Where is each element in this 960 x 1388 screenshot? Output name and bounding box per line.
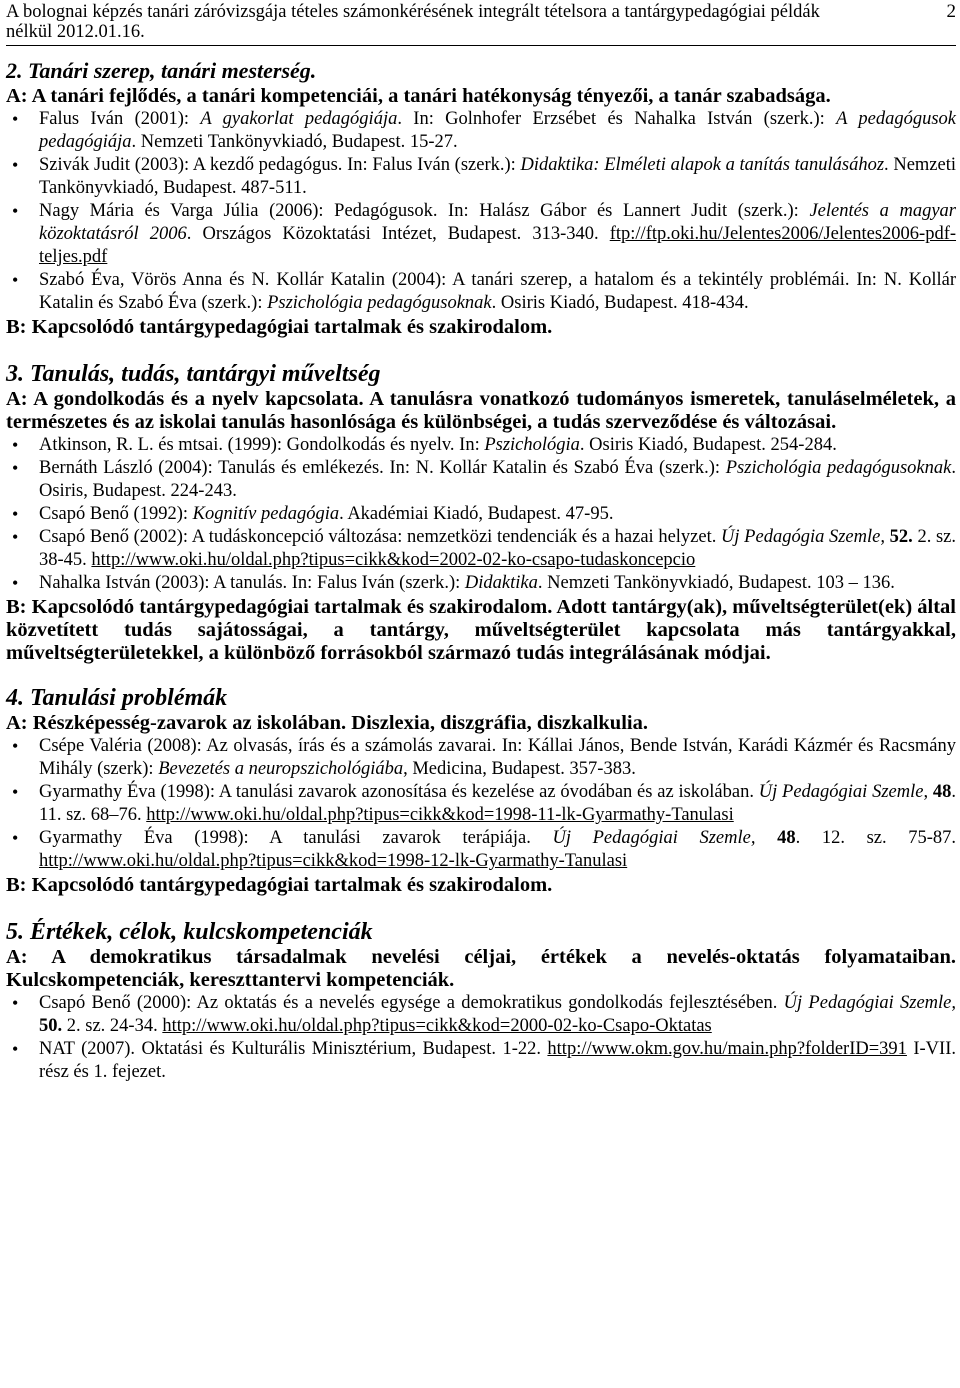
reference-item: • Gyarmathy Éva (1998): A tanulási zavarok azonosítása és kezelése az óvodában és az iskolában. Új Pedagógiai Szemle, 48. 11. sz. 68–76. http://www.oki.hu/oldal.php?tipus=cikk&kod=1998-11-lk-Gyarmathy-Tanulasi: [6, 781, 956, 827]
section-2-topic-b: B: Kapcsolódó tantárgypedagógiai tartalmak és szakirodalom.: [6, 316, 553, 338]
running-header: [6, 0, 956, 42]
section-3-title: 3. Tanulás, tudás, tantárgyi műveltség: [6, 361, 381, 387]
reference-item: • Csépe Valéria (2008): Az olvasás, írás és a számolás zavarai. In: Kállai János, Bende István, Karádi Kázmér és Racsmány Mihály (szerk): Bevezetés a neuropszichológiába, Medicina, Budapest. 357-383.: [6, 735, 956, 781]
section-3-references: [6, 434, 956, 595]
reference-item: • Atkinson, R. L. és mtsai. (1999): Gondolkodás és nyelv. In: Pszichológia. Osiris Kiadó, Budapest. 254-284.: [6, 434, 956, 457]
reference-link[interactable]: http://www.okm.gov.hu/main.php?folderID=391: [547, 1039, 907, 1059]
section-2-title: 2. Tanári szerep, tanári mesterség.: [6, 58, 317, 83]
reference-link[interactable]: ftp://ftp.oki.hu/Jelentes2006/Jelentes2006-pdf-teljes.pdf: [39, 224, 957, 267]
reference-item: • Gyarmathy Éva (1998): A tanulási zavarok terápiája. Új Pedagógiai Szemle, 48. 12. sz. 75-87. http://www.oki.hu/oldal.php?tipus=cikk&kod=1998-12-lk-Gyarmathy-Tanulasi: [6, 827, 956, 873]
section-5-topic-a: A: A demokratikus társadalmak nevelési céljai, értékek a nevelés-oktatás folyamataiban. Kulcskompetenciák, kereszttantervi kompetenciák.: [6, 946, 956, 991]
reference-item: • Falus Iván (2001): A gyakorlat pedagógiája. In: Golnhofer Erzsébet és Nahalka István (szerk.): A pedagógusok pedagógiája. Nemzeti Tankönyvkiadó, Budapest. 15-27.: [6, 108, 956, 154]
section-4-title: 4. Tanulási problémák: [6, 685, 228, 711]
section-2-topic-a: A: A tanári fejlődés, a tanári kompetenciái, a tanári hatékonyság tényezői, a tanár szabadsága.: [6, 85, 831, 107]
section-5-title: 5. Értékek, célok, kulcskompetenciák: [6, 919, 373, 945]
section-4-topic-a: A: Részképesség-zavarok az iskolában. Diszlexia, diszgráfia, diszkalkulia.: [6, 712, 648, 734]
reference-item: • Nagy Mária és Varga Júlia (2006): Pedagógusok. In: Halász Gábor és Lannert Judit (szerk.): Jelentés a magyar közoktatásról 2006. Országos Közoktatási Intézet, Budapest. 313-340. ftp://ftp.oki.hu/Jelentes2006/Jelentes2006-pdf-teljes.pdf: [6, 200, 956, 269]
reference-link[interactable]: http://www.oki.hu/oldal.php?tipus=cikk&kod=2000-02-ko-Csapo-Oktatas: [162, 1016, 712, 1036]
reference-item: • Szabó Éva, Vörös Anna és N. Kollár Katalin (2004): A tanári szerep, a hatalom és a tekintély problémái. In: N. Kollár Katalin és Szabó Éva (szerk.): Pszichológia pedagógusoknak. Osiris Kiadó, Budapest. 418-434.: [6, 269, 956, 315]
header-line-1: A bolognai képzés tanári záróvizsgája tételes számonkérésének integrált tételsora a tantárgypedagógiai példák: [6, 2, 820, 22]
reference-link[interactable]: http://www.oki.hu/oldal.php?tipus=cikk&kod=1998-11-lk-Gyarmathy-Tanulasi: [146, 805, 734, 825]
reference-item: • Szivák Judit (2003): A kezdő pedagógus. In: Falus Iván (szerk.): Didaktika: Elméleti alapok a tanítás tanulásához. Nemzeti Tankönyvkiadó, Budapest. 487-511.: [6, 154, 956, 200]
reference-item: • Csapó Benő (2002): A tudáskoncepció változása: nemzetközi tendenciák és a hazai helyzet. Új Pedagógia Szemle, 52. 2. sz. 38-45. http://www.oki.hu/oldal.php?tipus=cikk&kod=2002-02-ko-csapo-tudaskoncepcio: [6, 526, 956, 572]
reference-item: • Bernáth László (2004): Tanulás és emlékezés. In: N. Kollár Katalin és Szabó Éva (szerk.): Pszichológia pedagógusoknak. Osiris, Budapest. 224-243.: [6, 457, 956, 503]
reference-item: • Csapó Benő (2000): Az oktatás és a nevelés egysége a demokratikus gondolkodás fejlesztésében. Új Pedagógiai Szemle, 50. 2. sz. 24-34. http://www.oki.hu/oldal.php?tipus=cikk&kod=2000-02-ko-Csapo-Oktatas: [6, 992, 956, 1038]
section-2-references: [6, 108, 956, 315]
page-number: 2: [946, 1, 956, 22]
document-page: [6, 0, 956, 1084]
reference-item: • NAT (2007). Oktatási és Kulturális Minisztérium, Budapest. 1-22. http://www.okm.gov.hu/main.php?folderID=391 I-VII. rész és 1. fejezet.: [6, 1038, 956, 1084]
section-3-topic-b: B: Kapcsolódó tantárgypedagógiai tartalmak és szakirodalom. Adott tantárgy(ak), műveltségterület(ek) által közvetített tudás sajátosságai, a tantárgy, műveltségterület kapcsolata más tantárgyakkal, műveltségterületekkel, a különböző forrásokból származó tudás integrálásának módjai.: [6, 596, 956, 664]
reference-item: • Csapó Benő (1992): Kognitív pedagógia. Akadémiai Kiadó, Budapest. 47-95.: [6, 503, 956, 526]
reference-item: • Nahalka István (2003): A tanulás. In: Falus Iván (szerk.): Didaktika. Nemzeti Tankönyvkiadó, Budapest. 103 – 136.: [6, 572, 956, 595]
section-3-topic-a: A: A gondolkodás és a nyelv kapcsolata. A tanulásra vonatkozó tudományos ismeretek, tanuláselméletek, a természetes és az iskolai tanulás hasonlósága és különbségei, a tudás szerveződése és változásai.: [6, 388, 956, 433]
section-5-references: [6, 992, 956, 1084]
reference-link[interactable]: http://www.oki.hu/oldal.php?tipus=cikk&kod=1998-12-lk-Gyarmathy-Tanulasi: [39, 851, 628, 871]
reference-link[interactable]: http://www.oki.hu/oldal.php?tipus=cikk&kod=2002-02-ko-csapo-tudaskoncepcio: [91, 550, 696, 570]
section-4-topic-b: B: Kapcsolódó tantárgypedagógiai tartalmak és szakirodalom.: [6, 874, 553, 896]
section-4-references: [6, 735, 956, 873]
header-line-2: nélkül 2012.01.16.: [6, 22, 145, 42]
